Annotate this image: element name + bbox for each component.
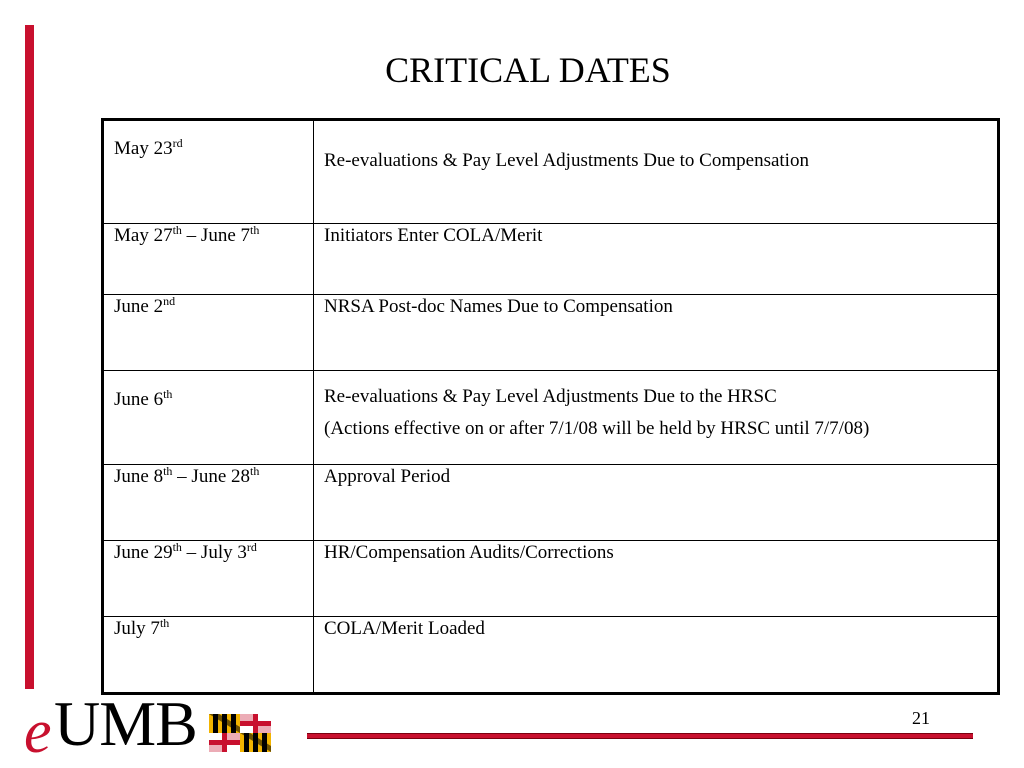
description-cell xyxy=(314,295,999,371)
table-row xyxy=(103,295,999,371)
ordinal-suffix: th xyxy=(172,540,182,554)
date-text: – June 7 xyxy=(181,225,250,246)
left-accent-bar xyxy=(25,25,34,689)
date-cell xyxy=(103,465,314,541)
description-cell xyxy=(314,541,999,617)
date-text: July 7 xyxy=(114,618,160,639)
description-cell xyxy=(314,224,999,295)
slide-title: CRITICAL DATES xyxy=(385,50,671,90)
critical-dates-table xyxy=(101,118,1000,695)
table-row xyxy=(103,371,999,465)
ordinal-suffix: th xyxy=(172,223,182,237)
description-cell xyxy=(314,465,999,541)
date-cell xyxy=(103,541,314,617)
ordinal-suffix: th xyxy=(163,464,173,478)
date-cell xyxy=(103,371,314,465)
date-text: – June 28 xyxy=(172,466,250,487)
date-text: June 2 xyxy=(114,296,164,317)
date-text: June 29 xyxy=(114,542,173,563)
date-text: June 8 xyxy=(114,466,164,487)
date-text: – July 3 xyxy=(181,542,247,563)
table-row xyxy=(103,224,999,295)
description-line: HR/Compensation Audits/Corrections xyxy=(324,542,614,563)
table-row xyxy=(103,465,999,541)
ordinal-suffix: th xyxy=(250,223,260,237)
description-line: Initiators Enter COLA/Merit xyxy=(324,225,543,246)
description-line: Re-evaluations & Pay Level Adjustments Due to the HRSC xyxy=(324,386,777,407)
date-cell xyxy=(103,224,314,295)
logo-umb: UMB xyxy=(54,688,197,759)
ordinal-suffix: nd xyxy=(163,294,176,308)
ordinal-suffix: th xyxy=(159,616,170,630)
table-row xyxy=(103,617,999,694)
date-cell xyxy=(103,617,314,694)
description-cell xyxy=(314,617,999,694)
ordinal-suffix: rd xyxy=(172,136,183,150)
description-cell xyxy=(314,120,999,224)
description-line: Re-evaluations & Pay Level Adjustments Due to Compensation xyxy=(324,150,809,171)
table-row xyxy=(103,120,999,224)
description-cell xyxy=(314,371,999,465)
description-line: Approval Period xyxy=(324,466,451,487)
date-text: June 6 xyxy=(114,389,164,410)
date-text: May 23 xyxy=(114,138,173,159)
ordinal-suffix: rd xyxy=(246,540,257,554)
ordinal-suffix: th xyxy=(163,387,173,401)
date-cell xyxy=(103,295,314,371)
description-line: COLA/Merit Loaded xyxy=(324,618,485,639)
footer-rule xyxy=(307,733,973,739)
maryland-flag-icon xyxy=(209,714,271,752)
ordinal-suffix: th xyxy=(250,464,260,478)
table-row xyxy=(103,541,999,617)
description-line: NRSA Post-doc Names Due to Compensation xyxy=(324,296,673,317)
logo-e: e xyxy=(24,698,52,766)
date-cell xyxy=(103,120,314,224)
description-line: (Actions effective on or after 7/1/08 will be held by HRSC until 7/7/08) xyxy=(324,418,870,439)
page-number: 21 xyxy=(912,708,930,728)
date-text: May 27 xyxy=(114,225,173,246)
